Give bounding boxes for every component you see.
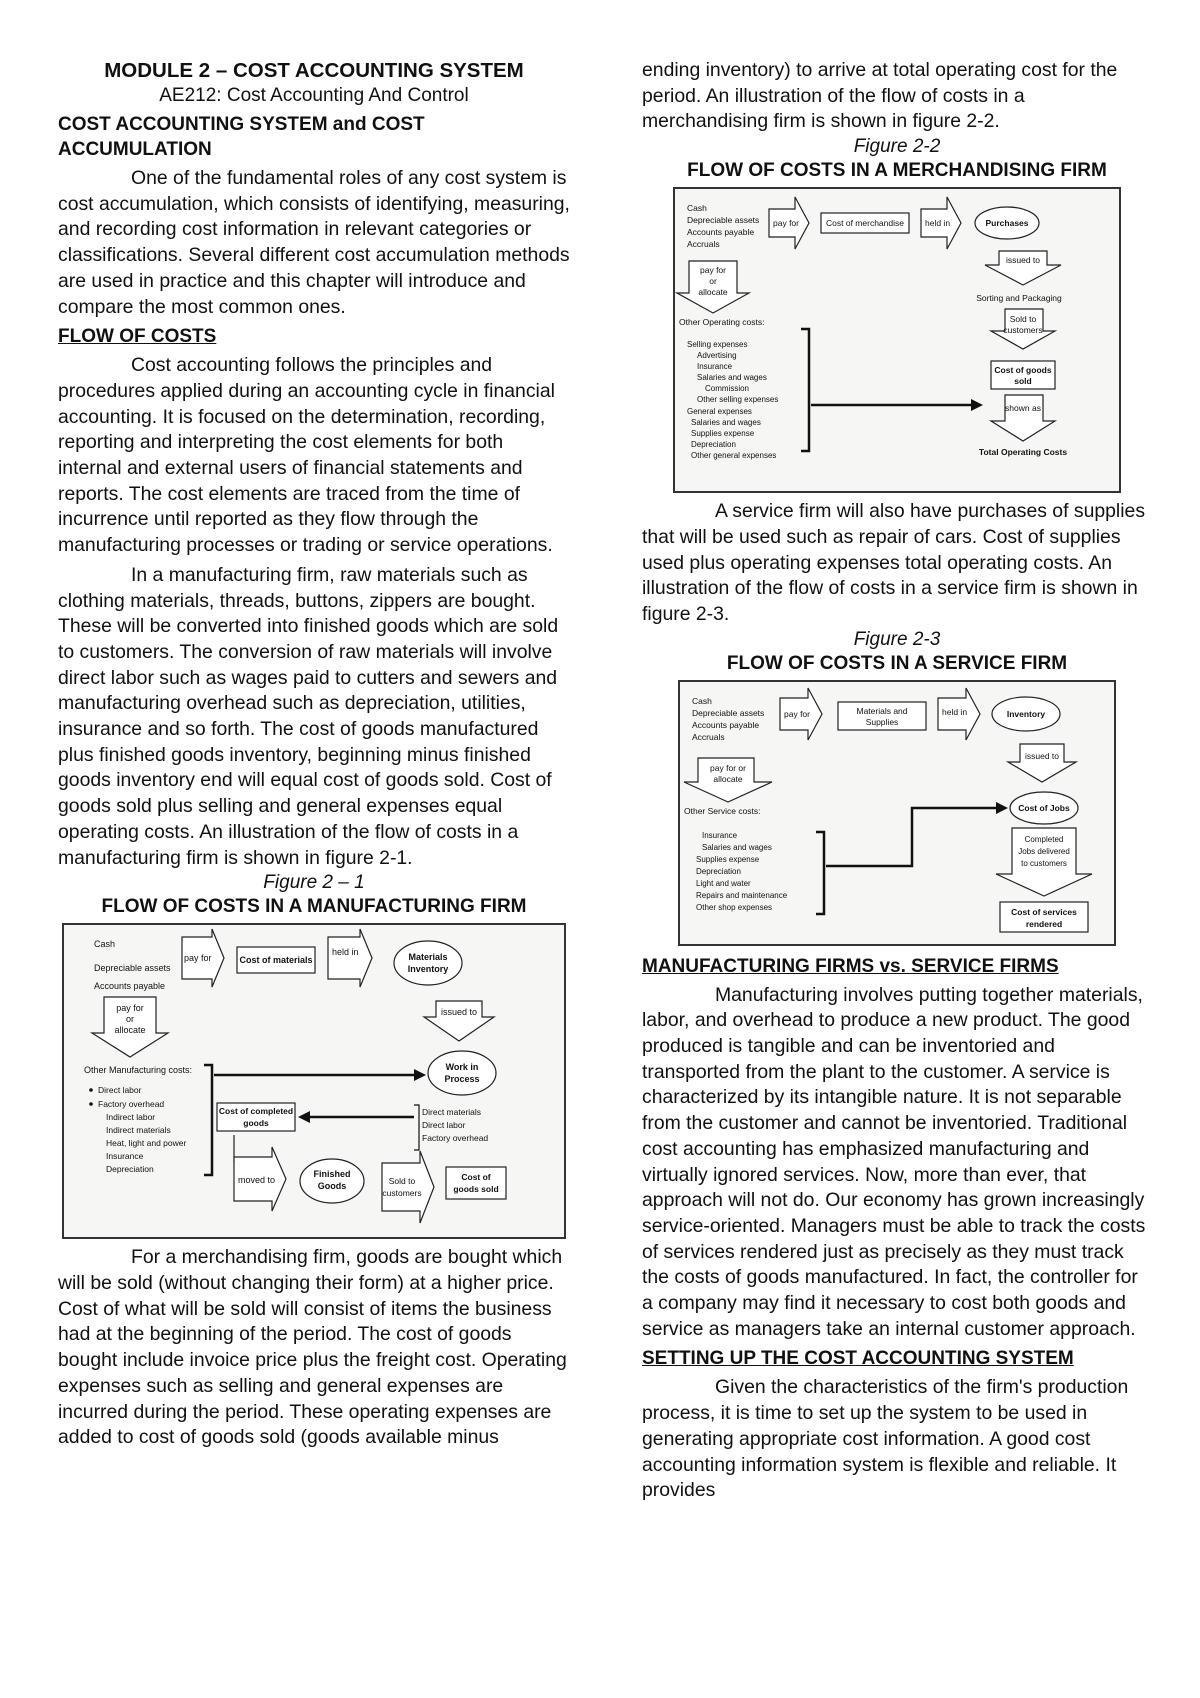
fig3-cost-of-jobs: Cost of Jobs xyxy=(1018,802,1070,813)
fig2-shown-as-arrow xyxy=(991,395,1055,441)
fig2-gen-salaries: Salaries and wages xyxy=(691,418,761,428)
fig1-depreciable-assets: Depreciable assets xyxy=(94,963,171,974)
fig1-ccg-2: goods xyxy=(243,1118,269,1129)
fig2-salaries: Salaries and wages xyxy=(697,373,767,383)
fig1-factory-overhead-2: Factory overhead xyxy=(422,1133,489,1144)
fig3-allocate: allocate xyxy=(713,773,743,784)
paragraph-setting-up: Given the characteristics of the firm's production process, it is time to set up the system to be used in generating appropriate cost information. A good cost accounting information system is flexible and reliable. It provides xyxy=(642,1376,1129,1502)
heading-mfg-vs-service: MANUFACTURING FIRMS vs. SERVICE FIRMS xyxy=(642,955,1059,977)
fig1-finished: Finished xyxy=(313,1169,351,1180)
fig3-inventory: Inventory xyxy=(1006,708,1046,719)
fig2-other-selling: Other selling expenses xyxy=(697,395,779,405)
figure-2-1-title: FLOW OF COSTS IN A MANUFACTURING FIRM xyxy=(101,896,527,918)
fig3-pay-for: pay for xyxy=(784,708,810,719)
fig2-purchases: Purchases xyxy=(985,218,1029,229)
fig1-indirect-labor: Indirect labor xyxy=(106,1112,156,1123)
fig3-completed-1: Completed xyxy=(1024,834,1064,844)
paragraph-merchandising-firm: For a merchandising firm, goods are bought which will be sold (without changing their form) at a higher price. Cost of what will be sold will consist of items the business had at the beginning of the period. The cost of goods bought include invoice price plus the freight cost. Operating expenses such as selling and general expenses are incurred during the period. These operating expenses are added to cost of goods sold (goods available minus xyxy=(58,1246,567,1449)
fig1-indirect-materials: Indirect materials xyxy=(106,1125,171,1136)
fig2-general: General expenses xyxy=(687,407,752,417)
fig1-sold-to-1: Sold to xyxy=(388,1176,416,1187)
fig3-issued-to-arrow xyxy=(1008,744,1076,782)
course-subtitle: AE212: Cost Accounting And Control xyxy=(159,85,469,106)
fig2-sold-to-2: customers xyxy=(1003,325,1043,336)
fig3-repairs: Repairs and maintenance xyxy=(696,890,788,900)
fig3-depreciation: Depreciation xyxy=(696,866,741,876)
fig1-cost-materials: Cost of materials xyxy=(239,955,313,966)
fig3-light: Light and water xyxy=(696,878,751,888)
left-column xyxy=(58,58,570,1451)
fig1-materials-inventory-oval xyxy=(394,941,462,985)
fig1-bracket xyxy=(204,1065,212,1175)
fig2-or: or xyxy=(709,276,717,287)
fig3-depreciable-assets: Depreciable assets xyxy=(692,707,765,718)
figure-2-3-title: FLOW OF COSTS IN A SERVICE FIRM xyxy=(726,652,1068,674)
paragraph-flow-of-costs: Cost accounting follows the principles and procedures applied during an accounting cycle in financial accounting. It is focused on the determination, recording, reporting and interpreting the cost elements for both internal and external users of financial statements and reports. The cost elements are traced from the time of incurrence until reported as they flow through the manufacturing processes or trading or service operations. xyxy=(58,354,555,557)
fig1-sold-to-2: customers xyxy=(382,1188,422,1199)
fig1-direct-materials: Direct materials xyxy=(422,1107,482,1118)
fig1-allocate: allocate xyxy=(114,1025,146,1036)
fig2-cogs-1: Cost of goods xyxy=(994,365,1052,376)
fig2-total-operating-costs: Total Operating Costs xyxy=(978,447,1068,458)
fig2-advertising: Advertising xyxy=(697,351,737,361)
fig3-other-shop: Other shop expenses xyxy=(696,902,773,912)
fig1-goods: Goods xyxy=(317,1181,347,1192)
fig3-supplies: Supplies expense xyxy=(696,854,760,864)
fig2-sold-to-1: Sold to xyxy=(1009,314,1037,325)
heading-cost-accumulation: COST ACCOUNTING SYSTEM and COST ACCUMULATION xyxy=(58,114,425,160)
fig3-pay-for-2: pay for or xyxy=(710,762,746,773)
fig2-accounts-payable: Accounts payable xyxy=(687,227,755,238)
heading-setting-up: SETTING UP THE COST ACCOUNTING SYSTEM xyxy=(642,1348,1074,1370)
paragraph-cost-accumulation: One of the fundamental roles of any cost system is cost accumulation, which consists of identifying, measuring, and recording cost information in relevant categories or classifications. Several different cost accumulation methods are used in practice and this chapter will introduce and compare the most common ones. xyxy=(58,167,570,318)
fig3-bracket xyxy=(816,832,824,914)
fig2-pay-for: pay for xyxy=(773,218,799,229)
fig1-held-in: held in xyxy=(332,947,359,958)
fig1-wip-oval xyxy=(428,1051,496,1095)
fig2-bracket xyxy=(801,329,809,451)
fig1-factory-overhead: Factory overhead xyxy=(98,1099,165,1110)
fig2-allocate: allocate xyxy=(698,287,728,298)
fig2-insurance: Insurance xyxy=(697,362,733,372)
fig2-shown-as: shown as xyxy=(1005,403,1041,414)
fig3-ms-1: Materials and xyxy=(856,705,908,716)
heading-flow-of-costs: FLOW OF COSTS xyxy=(58,326,217,348)
fig2-supplies: Supplies expense xyxy=(691,429,755,439)
paragraph-service-firm: A service firm will also have purchases of supplies that will be used such as repair of cars. Cost of supplies used plus operating expenses total operating costs. An illustration of the flow of costs in a service firm is shown in figure 2-3. xyxy=(642,500,1146,625)
fig3-other-svc: Other Service costs: xyxy=(684,805,761,816)
figure-2-3-caption: Figure 2-3 xyxy=(853,628,941,650)
fig1-sold-to-arrow xyxy=(382,1151,434,1223)
fig1-wip-2: Process xyxy=(444,1074,480,1085)
fig3-insurance: Insurance xyxy=(702,830,738,840)
fig3-completed-2: Jobs delivered xyxy=(1018,846,1070,856)
fig3-salaries: Salaries and wages xyxy=(702,842,772,852)
fig1-accounts-payable: Accounts payable xyxy=(94,981,166,992)
fig2-issued-to: issued to xyxy=(1005,255,1041,266)
fig2-pay-for-2: pay for xyxy=(700,265,726,276)
fig2-cash: Cash xyxy=(687,203,707,214)
fig3-accruals: Accruals xyxy=(692,731,725,742)
figure-2-1-caption: Figure 2 – 1 xyxy=(263,872,365,894)
paragraph-merchandising-continued: ending inventory) to arrive at total operating cost for the period. An illustration of the flow of costs in a merchandising firm is shown in figure 2-2. xyxy=(642,59,1118,133)
fig2-selling: Selling expenses xyxy=(687,340,748,350)
fig3-accounts-payable: Accounts payable xyxy=(692,719,760,730)
fig1-cash: Cash xyxy=(94,939,116,950)
fig3-issued-to: issued to xyxy=(1024,750,1060,761)
fig2-other-general: Other general expenses xyxy=(691,451,777,461)
fig3-completed-3: to customers xyxy=(1021,858,1067,868)
figure-2-2-title: FLOW OF COSTS IN A MERCHANDISING FIRM xyxy=(687,160,1107,182)
fig3-held-in: held in xyxy=(942,706,968,717)
fig2-commission: Commission xyxy=(705,384,750,394)
fig2-accruals: Accruals xyxy=(687,239,720,250)
fig2-held-in: held in xyxy=(925,218,951,229)
fig1-pay-for-2: pay for xyxy=(116,1003,144,1014)
figure-2-3-diagram xyxy=(678,680,1116,946)
fig1-inventory: Inventory xyxy=(407,964,449,975)
figure-2-2-caption: Figure 2-2 xyxy=(853,136,941,158)
fig1-pay-for: pay for xyxy=(184,953,212,964)
fig2-depreciation: Depreciation xyxy=(691,440,736,450)
fig3-csr-2: rendered xyxy=(1025,918,1063,929)
fig2-other-op: Other Operating costs: xyxy=(679,317,765,328)
figure-2-2-diagram xyxy=(673,187,1121,493)
fig1-cogs-2: goods sold xyxy=(453,1184,499,1195)
module-title: MODULE 2 – COST ACCOUNTING SYSTEM xyxy=(104,59,524,82)
fig1-held-in-arrow xyxy=(328,929,372,987)
fig3-csr-1: Cost of services xyxy=(1011,906,1077,917)
fig2-cost-merch: Cost of merchandise xyxy=(826,218,904,229)
fig3-cash: Cash xyxy=(692,695,712,706)
fig1-materials: Materials xyxy=(408,952,448,963)
right-column xyxy=(642,58,1152,1504)
fig1-direct-labor-2: Direct labor xyxy=(422,1120,466,1131)
paragraph-manufacturing-firm: In a manufacturing firm, raw materials such as clothing materials, threads, buttons, zippers are bought. These will be converted into finished goods which are sold to customers. The conversion of raw materials will involve direct labor such as wages paid to cutters and sewers and manufacturing overhead such as depreciation, utilities, insurance and so forth. The cost of goods manufactured plus finished goods inventory, beginning minus finished goods inventory end will equal cost of goods sold. Cost of goods sold plus selling and general expenses equal operating costs. An illustration of the flow of costs in a manufacturing firm is shown in figure 2-1. xyxy=(58,563,559,869)
fig1-insurance: Insurance xyxy=(106,1151,144,1162)
fig1-depreciation: Depreciation xyxy=(106,1164,154,1175)
fig1-or: or xyxy=(125,1014,135,1025)
fig2-sorting: Sorting and Packaging xyxy=(976,293,1062,304)
figure-2-1-diagram xyxy=(62,923,566,1239)
fig1-heat: Heat, light and power xyxy=(106,1138,187,1149)
fig1-issued-to: issued to xyxy=(440,1007,478,1018)
paragraph-mfg-vs-service: Manufacturing involves putting together materials, labor, and overhead to produce a new product. The good produced is tangible and can be inventoried and transported from the plant to the customer. A service is characterized by its intangible nature. It is not separable from the customer and cannot be inventoried. Traditional cost accounting has emphasized manufacturing and virtually ignored services. Now, more than ever, that approach will not do. Our economy has grown increasingly service-oriented. Managers must be able to track the costs of services rendered just as precisely as they must track the costs of goods manufactured. In fact, the controller for a company may find it necessary to cost both goods and service as managers take an internal customer approach. xyxy=(642,983,1146,1340)
fig1-wip-1: Work in xyxy=(445,1062,479,1073)
fig1-direct-labor: Direct labor xyxy=(98,1085,142,1096)
fig1-cogs-1: Cost of xyxy=(461,1172,491,1183)
fig1-ccg-1: Cost of completed xyxy=(218,1106,294,1117)
fig2-cogs-2: sold xyxy=(1014,376,1032,387)
fig1-other-mfg: Other Manufacturing costs: xyxy=(84,1065,193,1076)
fig2-depreciable-assets: Depreciable assets xyxy=(687,215,760,226)
fig1-moved-to: moved to xyxy=(238,1175,276,1186)
fig3-ms-2: Supplies xyxy=(865,716,899,727)
